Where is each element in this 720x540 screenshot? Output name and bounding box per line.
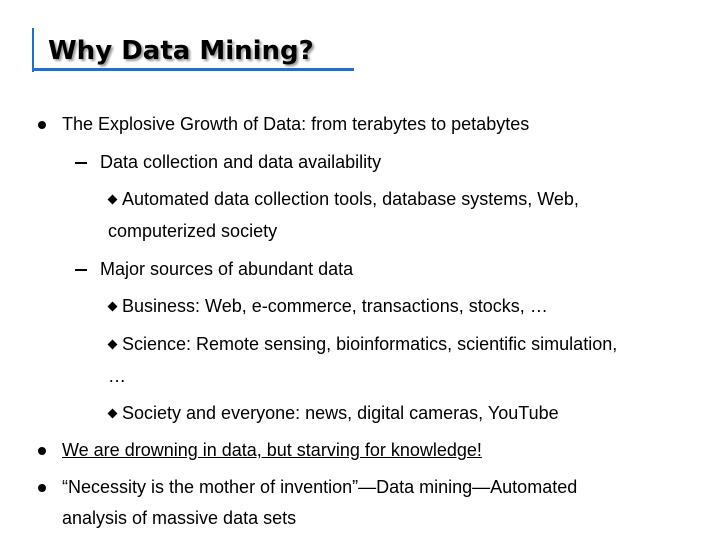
subsub-society — [106, 403, 559, 424]
subsub-automated — [106, 189, 579, 210]
sub-data-collection: Data collection and data availability — [100, 152, 382, 172]
subsub-automated-cont: computerized society — [108, 221, 278, 241]
subsub-business-text: Business: Web, e-commerce, transactions, stocks, … — [122, 296, 548, 316]
bullet-icon — [38, 484, 46, 492]
title-left-rule — [32, 28, 34, 72]
dash-icon — [75, 269, 87, 271]
subsub-automated-text: Automated data collection tools, database systems, Web, — [122, 189, 579, 209]
slide-title: Why Data Mining? — [48, 36, 314, 66]
diamond-icon — [108, 409, 118, 419]
subsub-science — [106, 334, 617, 355]
subsub-society-text: Society and everyone: news, digital cameras, YouTube — [122, 403, 559, 423]
subsub-science-text: Science: Remote sensing, bioinformatics, scientific simulation, — [122, 334, 618, 354]
bullet-necessity: “Necessity is the mother of invention”—Data mining—Automated — [62, 477, 578, 497]
sub-major-sources: Major sources of abundant data — [100, 259, 354, 279]
diamond-icon — [108, 302, 118, 312]
bullet-necessity-cont: analysis of massive data sets — [62, 508, 297, 528]
diamond-icon — [108, 340, 118, 350]
bullet-icon — [38, 447, 46, 455]
title-underline — [32, 68, 354, 71]
subsub-business — [106, 296, 548, 317]
bullet-icon — [38, 121, 46, 129]
bullet-drowning: We are drowning in data, but starving for knowledge! — [62, 440, 482, 460]
diamond-icon — [108, 195, 118, 205]
subsub-science-cont: … — [108, 366, 126, 386]
bullet-explosive-growth: The Explosive Growth of Data: from terabytes to petabytes — [62, 114, 530, 134]
dash-icon — [75, 162, 87, 164]
